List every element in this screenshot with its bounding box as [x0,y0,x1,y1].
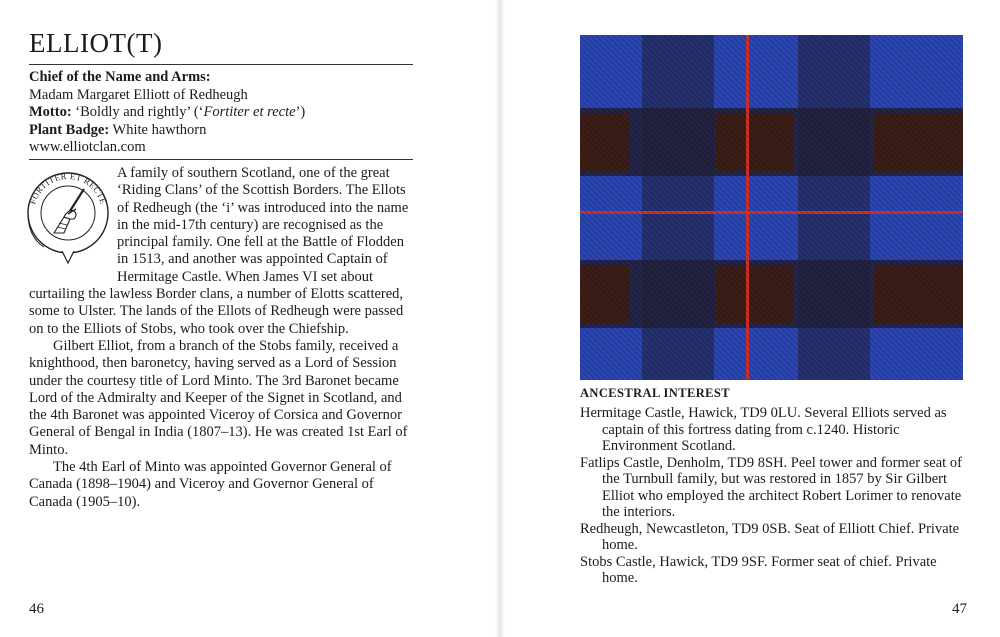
list-item: Redheugh, Newcastleton, TD9 0SB. Seat of Elliott Chief. Private home. [580,520,960,553]
page-number-right: 47 [952,601,967,617]
motto-latin: Fortiter et recte [203,104,296,120]
info-rule [29,159,413,160]
page-number-left: 46 [29,601,44,617]
chief-name: Madam Margaret Elliott of Redheugh [29,86,248,103]
motto-end: ’) [295,104,306,120]
chief-label: Chief of the Name and Arms: [29,69,211,85]
badge-value: White hawthorn [109,121,207,138]
ancestral-interest-heading: ANCESTRAL INTEREST [580,386,730,400]
history-paragraph-1: A family of southern Scotland, one of the great ‘Riding Clans’ of the Scottish Borders. The Ellots of Redheugh (the ‘i’ was introduced into the name in the mid-17th century) are recognised as the principal family. One fell at the Battle of Flodden in 1513, and another was appointed Captain of Hermitage Castle. When James VI set about curtailing the lawless Border clans, a number of Elotts scattered, some to Ulster. The lands of the Ellots of Redheugh were passed on to the Elliots of Stobs, who took over the Chiefship. [29,165,409,337]
history-paragraph-2: Gilbert Elliot, from a branch of the Stobs family, received a knighthood, then baronetcy, having served as a Lord of Session under the courtesy title of Lord Minto. The 3rd Baronet became Lord of the Admiralty and Keeper of the Signet in Scotland, and the 4th Baronet was appointed Viceroy of Corsica and Governor General of Bengal in India (1807–13). He was created 1st Earl of Minto. [29,337,408,458]
motto-label: Motto: [29,104,72,120]
clan-title: ELLIOT(T) [29,28,163,58]
crest-motto-text: FORTITER ET RECTE [27,170,109,206]
list-item: Stobs Castle, Hawick, TD9 9SF. Former seat of chief. Private home. [580,553,937,586]
list-item: Hermitage Castle, Hawick, TD9 0LU. Several Elliots served as captain of this fortress dating from c.1240. Historic Environment Scotland. [580,405,947,454]
list-item: Fatlips Castle, Denholm, TD9 8SH. Peel tower and former seat of the Turnbull family, but was restored in 1857 by Sir Gilbert Elliot who employed the architect Robert Lorimer to renovate the interiors. [580,454,962,520]
chief-info-block [29,69,413,157]
title-rule [29,64,413,65]
website: www.elliotclan.com [29,139,146,155]
badge-label: Plant Badge: [29,121,110,138]
book-gutter [495,0,505,637]
ancestral-interest-list [580,405,965,587]
crest-float-space [29,165,117,273]
left-page [0,0,495,637]
motto-value: ‘Boldly and rightly’ (‘ [71,104,204,120]
clan-history-text [29,165,413,511]
motto-line [29,104,413,122]
history-paragraph-3: The 4th Earl of Minto was appointed Governor General of Canada (1898–1904) and Viceroy and Governor General of Canada (1905–10). [29,459,392,510]
elliot-tartan-swatch [580,35,963,380]
badge-line [29,122,413,140]
